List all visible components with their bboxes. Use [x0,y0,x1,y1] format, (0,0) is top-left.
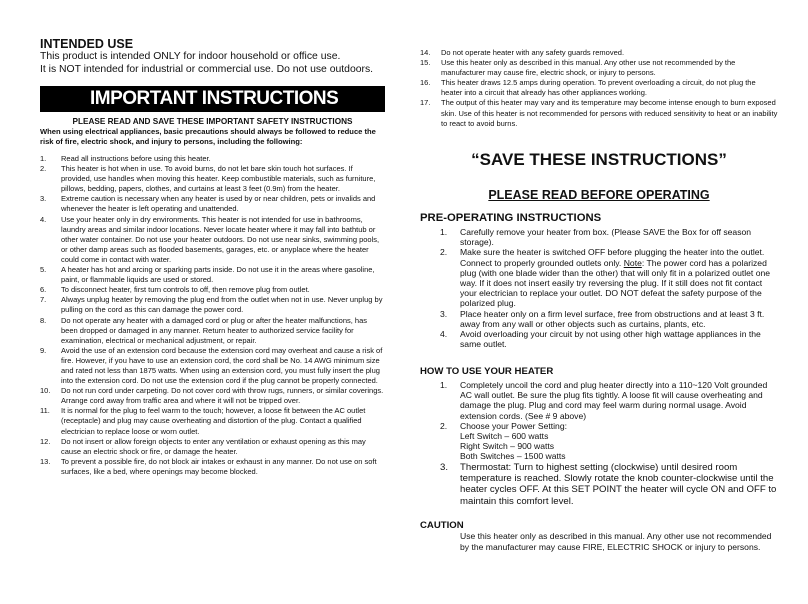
list-item [420,58,778,78]
save-safety-heading: PLEASE READ AND SAVE THESE IMPORTANT SAFETY INSTRUCTIONS [72,117,353,126]
item-number: 3. [440,308,448,319]
item-number: 4. [440,329,448,340]
item-number: 12. [40,436,51,446]
list-item [420,462,778,508]
how-to-use-list [420,380,778,507]
list-item [420,380,778,421]
intended-use-line-2: It is NOT intended for industrial or commercial use. Do not use outdoors. [40,63,374,75]
item-number: 7. [40,295,47,305]
item-text: It is normal for the plug to feel warm to the touch; however, a loose fit between the AC outlet (receptacle) and plug may cause overheating and distortion of the plug. Contact a qualified electrician to replace loose or worn outlet. [61,406,366,436]
save-instructions-heading: “SAVE THESE INSTRUCTIONS” [471,150,727,169]
item-number: 3. [440,461,449,473]
item-number: 6. [40,285,47,295]
item-number: 15. [420,58,431,68]
intended-use-line-1: This product is intended ONLY for indoor household or office use. [40,51,341,62]
item-text: Always unplug heater by removing the plug end from the outlet when not in use. Never unplug by pulling on the cord as this can damage the power cord. [61,295,383,315]
item-text: Do not insert or allow foreign objects to enter any ventilation or exhaust opening as this may cause an electric shock or fire, or damage the heater. [61,436,366,456]
item-text: Do not operate heater with any safety guards removed. [441,48,625,57]
item-text: Do not operate any heater with a damaged cord or plug or after the heater malfunctions, has been dropped or damaged in any manner. Return heater to authorized service facility for examination, electrical or mechanical adjustment, or repair. [61,315,368,345]
item-text: Extreme caution is necessary when any heater is used by or near children, pets or invalids and whenever the heater is left operating and unattended. [61,194,376,214]
intended-use-text [40,51,373,76]
item-text: Use this heater only as described in this manual. Any other use not recommended by the manufacturer may cause fire, electric shock, or injury to persons. [441,58,736,78]
list-item [420,98,778,128]
item-text: Use your heater only in dry environments. This heater is not intended for use in bathrooms, laundry areas and similar indoor locations. Never locate heater where it may fall into bathtub or other water container. Do not use your heater outdoors. Do not use near sinks, swimming pools, or other damp areas such as flooded basements, garages, etc. or anyplace where the heater could come in contact with water. [61,214,380,264]
item-number: 2. [440,420,448,431]
list-item [40,285,385,295]
read-before-operating-heading: PLEASE READ BEFORE OPERATING [488,188,710,202]
list-item [40,164,385,194]
pre-operating-heading: PRE-OPERATING INSTRUCTIONS [420,212,602,224]
item-text: Choose your Power Setting: [460,420,568,431]
item-text: Carefully remove your heater from box. (Please SAVE the Box for off season storage). [460,227,752,248]
caution-heading: CAUTION [420,520,464,531]
item-text: Avoid overloading your circuit by not using other high wattage appliances in the same outlet. [460,329,761,350]
item-number: 1. [440,227,448,237]
important-instructions-banner: IMPORTANT INSTRUCTIONS [40,86,385,112]
list-item [420,329,778,349]
item-text: The output of this heater may vary and its temperature may become intense enough to burn exposed skin. Use of this heater is not recommended for persons with reduced sensitivity to heat or an inability to react to avoid burns. [441,98,778,128]
list-item [40,386,385,406]
item-text: This heater is hot when in use. To avoid burns, do not let bare skin touch hot surfaces. If provided, use handles when moving this heater. Keep combustible materials, such as furniture, pillows, bedding, papers, clothes, and curtains at least 3 feet (0.9m) from the heater. [61,164,376,194]
safety-list-right [420,48,778,129]
item-number: 3. [40,194,47,204]
list-item [40,346,385,386]
item-number: 2. [40,164,47,174]
list-item [40,194,385,214]
item-text: This heater draws 12.5 amps during operation. To prevent overloading a circuit, do not plug the heater into a circuit that already has other appliances working. [441,78,756,98]
item-text: To disconnect heater, first turn controls to off, then remove plug from outlet. [61,285,310,295]
list-item [40,437,385,457]
power-setting-left: Left Switch – 600 watts [460,431,549,442]
list-item [40,316,385,346]
item-number: 8. [40,315,47,325]
item-text: To prevent a possible fire, do not block air intakes or exhaust in any manner. Do not use on soft surfaces, like a bed, where openings may become blocked. [61,456,377,476]
caution-text: Use this heater only as described in this manual. Any other use not recommended by the manufacturer may cause FIRE, ELECTRIC SHOCK or injury to persons. [460,531,772,552]
item-number: 14. [420,48,431,57]
item-text: A heater has hot and arcing or sparking parts inside. Do not use it in the areas where gasoline, paint, or flammable liquids are used or stored. [61,265,375,285]
list-item [420,421,778,462]
item-text: Read all instructions before using this heater. [61,154,211,163]
item-text-pre: Make sure the heater is switched OFF before plugging the heater into the outlet. Connect to properly grounded outlets only. [460,247,765,268]
item-number: 17. [420,98,431,108]
item-number: 10. [40,386,51,396]
list-item [40,457,385,477]
precautions-intro: When using electrical appliances, basic precautions should always be followed to reduce the risk of fire, electric shock, and injury to persons, including the following: [40,127,376,146]
item-number: 4. [40,214,47,224]
list-item [420,309,778,329]
item-text-post: : The power cord has a polarized plug (with one blade wider than the other) that will only fit in a polarized outlet one way. If it does not insert easily try reversing the plug. If it still does not fit contact your electrician to replace your outlet. DO NOT defeat the safety purpose of the polarized plug. [460,257,771,309]
item-number: 2. [440,247,448,258]
intended-use-heading: INTENDED USE [40,37,134,51]
item-text: Do not run cord under carpeting. Do not cover cord with throw rugs, runners, or similar coverings. Arrange cord away from traffic area and where it will not be tripped over. [61,386,384,406]
power-setting-right: Right Switch – 900 watts [460,441,555,452]
item-number: 5. [40,265,47,275]
list-item [40,295,385,315]
item-number: 9. [40,345,47,355]
item-text: Avoid the use of an extension cord because the extension cord may overheat and cause a risk of fire. However, if you have to use an extension cord, the cord shall be No. 14 AWG minimum size and rated not less than 1875 watts. When using an extension cord, you must fully insert the plug into the extension cord. Do not use the extension cord if the plug cannot be properly connected. [61,345,383,386]
item-number: 1. [40,154,47,163]
list-item [40,406,385,436]
safety-list-left [40,154,385,477]
power-setting-both: Both Switches – 1500 watts [460,451,566,462]
list-item [420,48,778,58]
list-item [40,265,385,285]
list-item [420,247,778,308]
note-label: Note [623,257,642,268]
item-number: 16. [420,78,431,88]
list-item [420,78,778,98]
pre-operating-list [420,227,778,349]
list-item [420,227,778,247]
item-text: Place heater only on a firm level surface, free from obstructions and at least 3 ft. away from any wall or other objects such as curtains, plants, etc. [460,308,765,329]
list-item [40,154,385,164]
list-item [40,215,385,265]
item-number: 13. [40,456,51,466]
item-number: 1. [440,380,448,390]
how-to-use-heading: HOW TO USE YOUR HEATER [420,366,554,377]
item-text: Thermostat: Turn to highest setting (clockwise) until desired room temperature is reached. Slowly rotate the knob counter-clockwise until the heater cycles OFF. At this SET POINT the heater will cycle ON and OFF to maintain this comfort level. [460,461,777,507]
item-text: Completely uncoil the cord and plug heater directly into a 110~120 Volt grounded AC wall outlet. Be sure the plug fits tightly. A loose fit will cause overheating and damage the plug. Plug and cord may feel warm during normal usage. Avoid extension cords. (See # 9 above) [460,380,768,421]
item-number: 11. [40,406,50,416]
